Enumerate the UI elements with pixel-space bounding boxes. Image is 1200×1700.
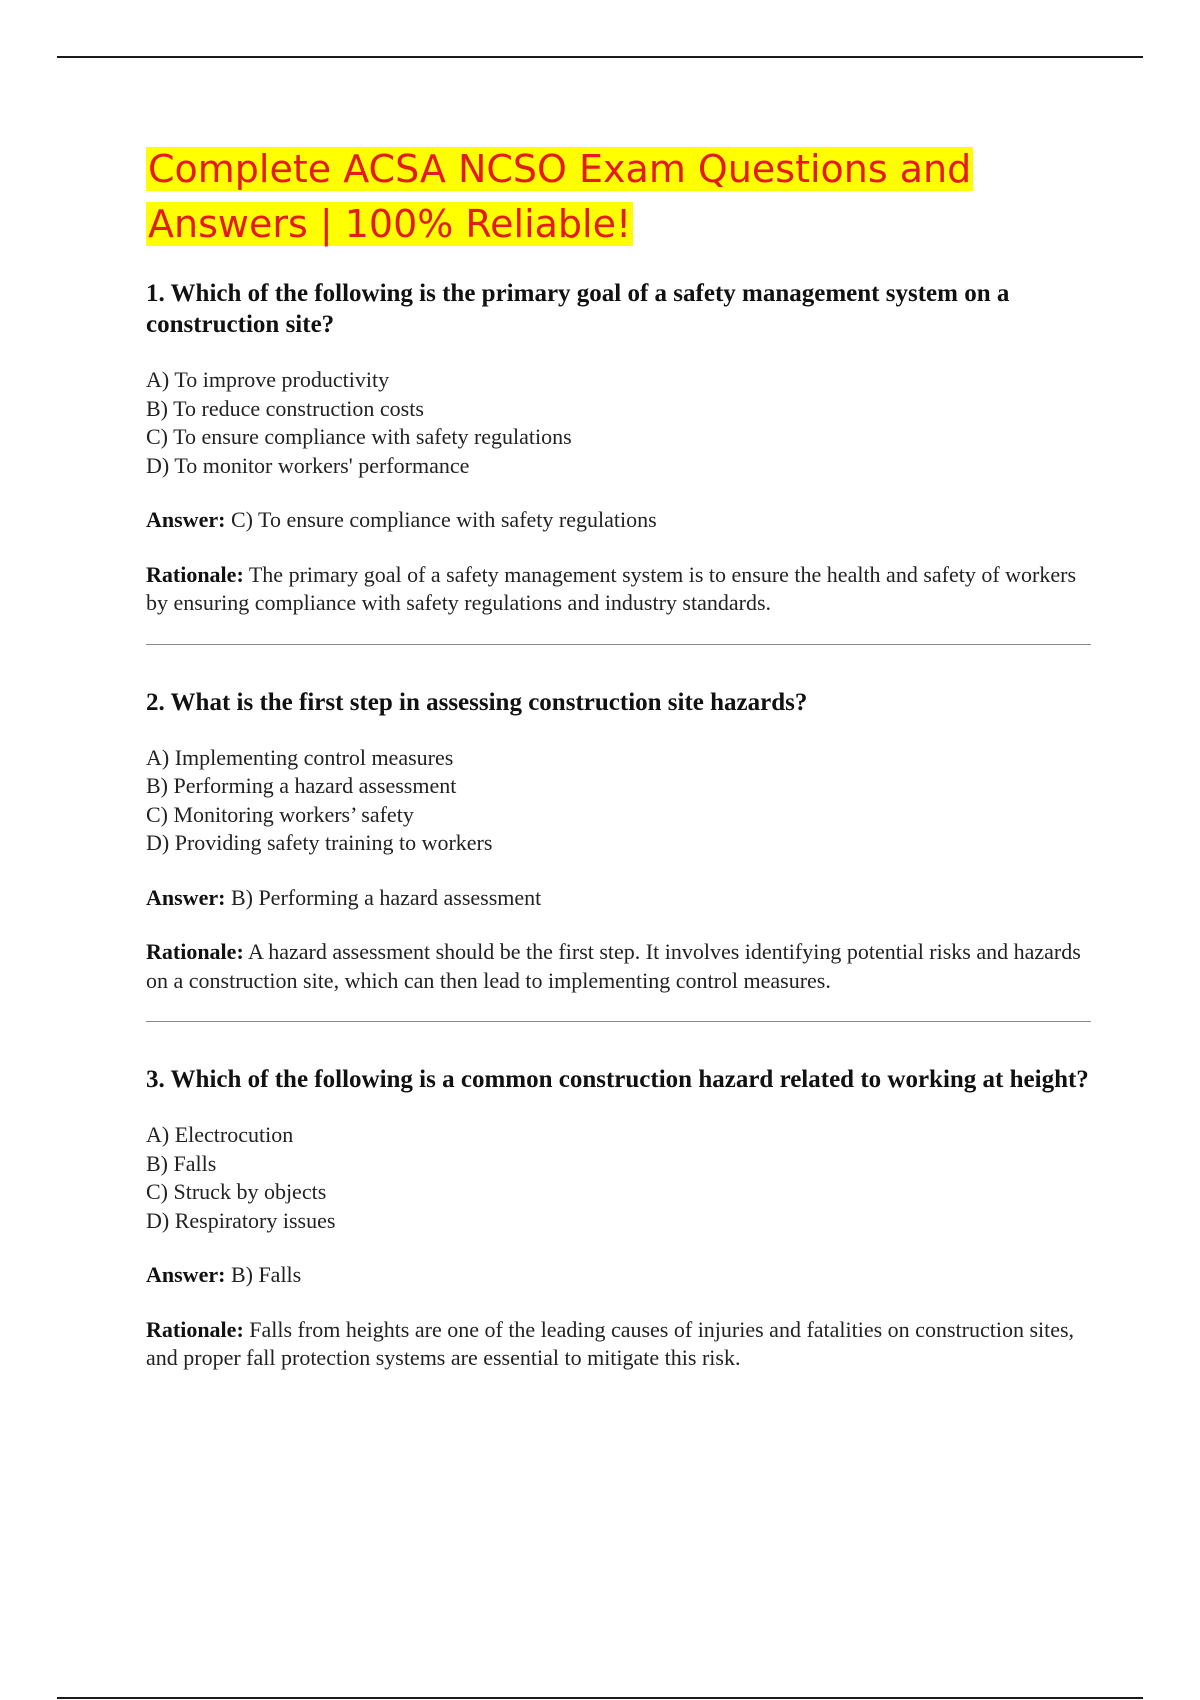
rationale-text: The primary goal of a safety management system is to ensure the health and safety of workers by ensuring compliance with safety regulations and industry standards. (146, 561, 1077, 615)
answer (146, 1261, 1091, 1290)
option-b: B) To reduce construction costs (146, 395, 424, 421)
option-c: C) To ensure compliance with safety regulations (146, 424, 572, 449)
option-b: B) Falls (146, 1150, 217, 1176)
question-text: 2. What is the first step in assessing construction site hazards? (146, 688, 808, 716)
document-title (146, 142, 1091, 252)
answer-text: B) Falls (225, 1262, 302, 1287)
rationale (146, 561, 1091, 618)
options-list (146, 1121, 1091, 1235)
option-d: D) Respiratory issues (146, 1207, 336, 1233)
document-body (146, 142, 1091, 1399)
option-d: D) Providing safety training to workers (146, 830, 493, 855)
page-bottom-rule (57, 1697, 1143, 1699)
rationale-text: Falls from heights are one of the leading causes of injuries and fatalities on construction sites, and proper fall protection systems are essential to mitigate this risk. (146, 1316, 1075, 1370)
question-2 (146, 687, 1091, 996)
answer (146, 884, 1091, 913)
rationale-label: Rationale: (146, 939, 244, 964)
rationale (146, 938, 1091, 995)
question-separator (146, 1021, 1091, 1022)
option-a: A) To improve productivity (146, 367, 390, 392)
option-d: D) To monitor workers' performance (146, 452, 470, 478)
page-top-rule (57, 56, 1143, 58)
question-text: 1. Which of the following is the primary goal of a safety management system on a construction site? (146, 280, 1010, 338)
option-a: A) Implementing control measures (146, 744, 454, 770)
rationale (146, 1316, 1091, 1373)
answer-text: C) To ensure compliance with safety regulations (225, 507, 657, 532)
rationale-text: A hazard assessment should be the first step. It involves identifying potential risks and hazards on a construction site, which can then lead to implementing control measures. (146, 939, 1081, 993)
options-list (146, 744, 1091, 858)
option-a: A) Electrocution (146, 1122, 294, 1147)
rationale-label: Rationale: (146, 561, 244, 587)
option-b: B) Performing a hazard assessment (146, 773, 457, 798)
document-title-text: Complete ACSA NCSO Exam Questions and Answers | 100% Reliable! (148, 147, 972, 246)
answer-label: Answer: (146, 507, 226, 532)
answer-label: Answer: (146, 884, 226, 910)
option-c: C) Monitoring workers’ safety (146, 801, 414, 827)
question-text: 3. Which of the following is a common construction hazard related to working at height? (146, 1066, 1089, 1093)
rationale-label: Rationale: (146, 1316, 244, 1342)
answer (146, 506, 1091, 535)
question-separator (146, 644, 1091, 645)
question-3 (146, 1064, 1091, 1373)
options-list (146, 366, 1091, 480)
option-c: C) Struck by objects (146, 1179, 327, 1204)
answer-text: B) Performing a hazard assessment (225, 884, 542, 910)
question-1 (146, 278, 1091, 618)
answer-label: Answer: (146, 1262, 226, 1287)
